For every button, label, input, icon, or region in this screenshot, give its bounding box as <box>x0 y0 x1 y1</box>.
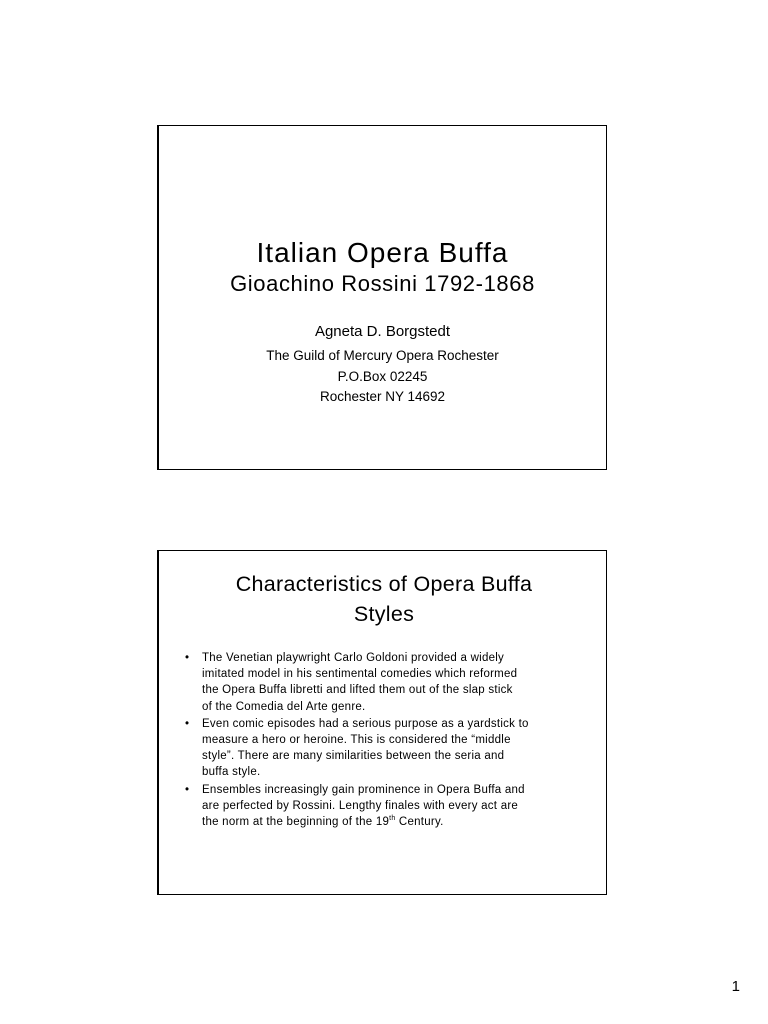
bullet-line: The Venetian playwright Carlo Goldoni provided a widely <box>202 652 505 664</box>
slide-title-line: Styles <box>353 602 415 626</box>
bullet-item <box>185 716 585 781</box>
city-address: Rochester NY 14692 <box>319 389 446 404</box>
bullet-icon: • <box>185 652 190 664</box>
slide-title <box>179 569 589 629</box>
bullet-line: imitated model in his sentimental comedies which reformed <box>202 668 518 681</box>
page-number: 1 <box>731 978 740 995</box>
po-box: P.O.Box 02245 <box>337 369 428 384</box>
bullet-line: Even comic episodes had a serious purpose as a yardstick to <box>202 717 529 730</box>
organization-name: The Guild of Mercury Opera Rochester <box>266 348 499 363</box>
bullet-text: Century. <box>395 816 444 829</box>
slide-subtitle: Gioachino Rossini 1792-1868 <box>230 271 535 296</box>
bullet-line <box>202 814 585 830</box>
bullet-item <box>185 650 585 715</box>
bullet-icon: • <box>185 717 190 730</box>
bullet-line: style”. There are many similarities between the seria and <box>202 750 505 763</box>
bullet-item <box>185 782 585 831</box>
author-name: Agneta D. Borgstedt <box>314 323 451 340</box>
bullet-line: of the Comedia del Arte genre. <box>202 700 366 713</box>
bullet-line: buffa style. <box>202 766 261 779</box>
title-slide <box>157 125 607 470</box>
bullet-list <box>185 650 585 831</box>
superscript-text: th <box>389 815 396 823</box>
characteristics-slide <box>157 550 607 895</box>
bullet-line: measure a hero or heroine. This is considered the “middle <box>202 734 511 747</box>
bullet-line: are perfected by Rossini. Lengthy finales with every act are <box>202 799 519 812</box>
slide-title-line: Characteristics of Opera Buffa <box>235 572 533 596</box>
bullet-line: the Opera Buffa libretti and lifted them out of the slap stick <box>202 684 513 697</box>
bullet-line: Ensembles increasingly gain prominence in Opera Buffa and <box>202 783 525 796</box>
bullet-text: the norm at the beginning of the 19 <box>202 816 390 829</box>
slide-title: Italian Opera Buffa <box>256 237 509 268</box>
bullet-icon: • <box>185 783 190 796</box>
